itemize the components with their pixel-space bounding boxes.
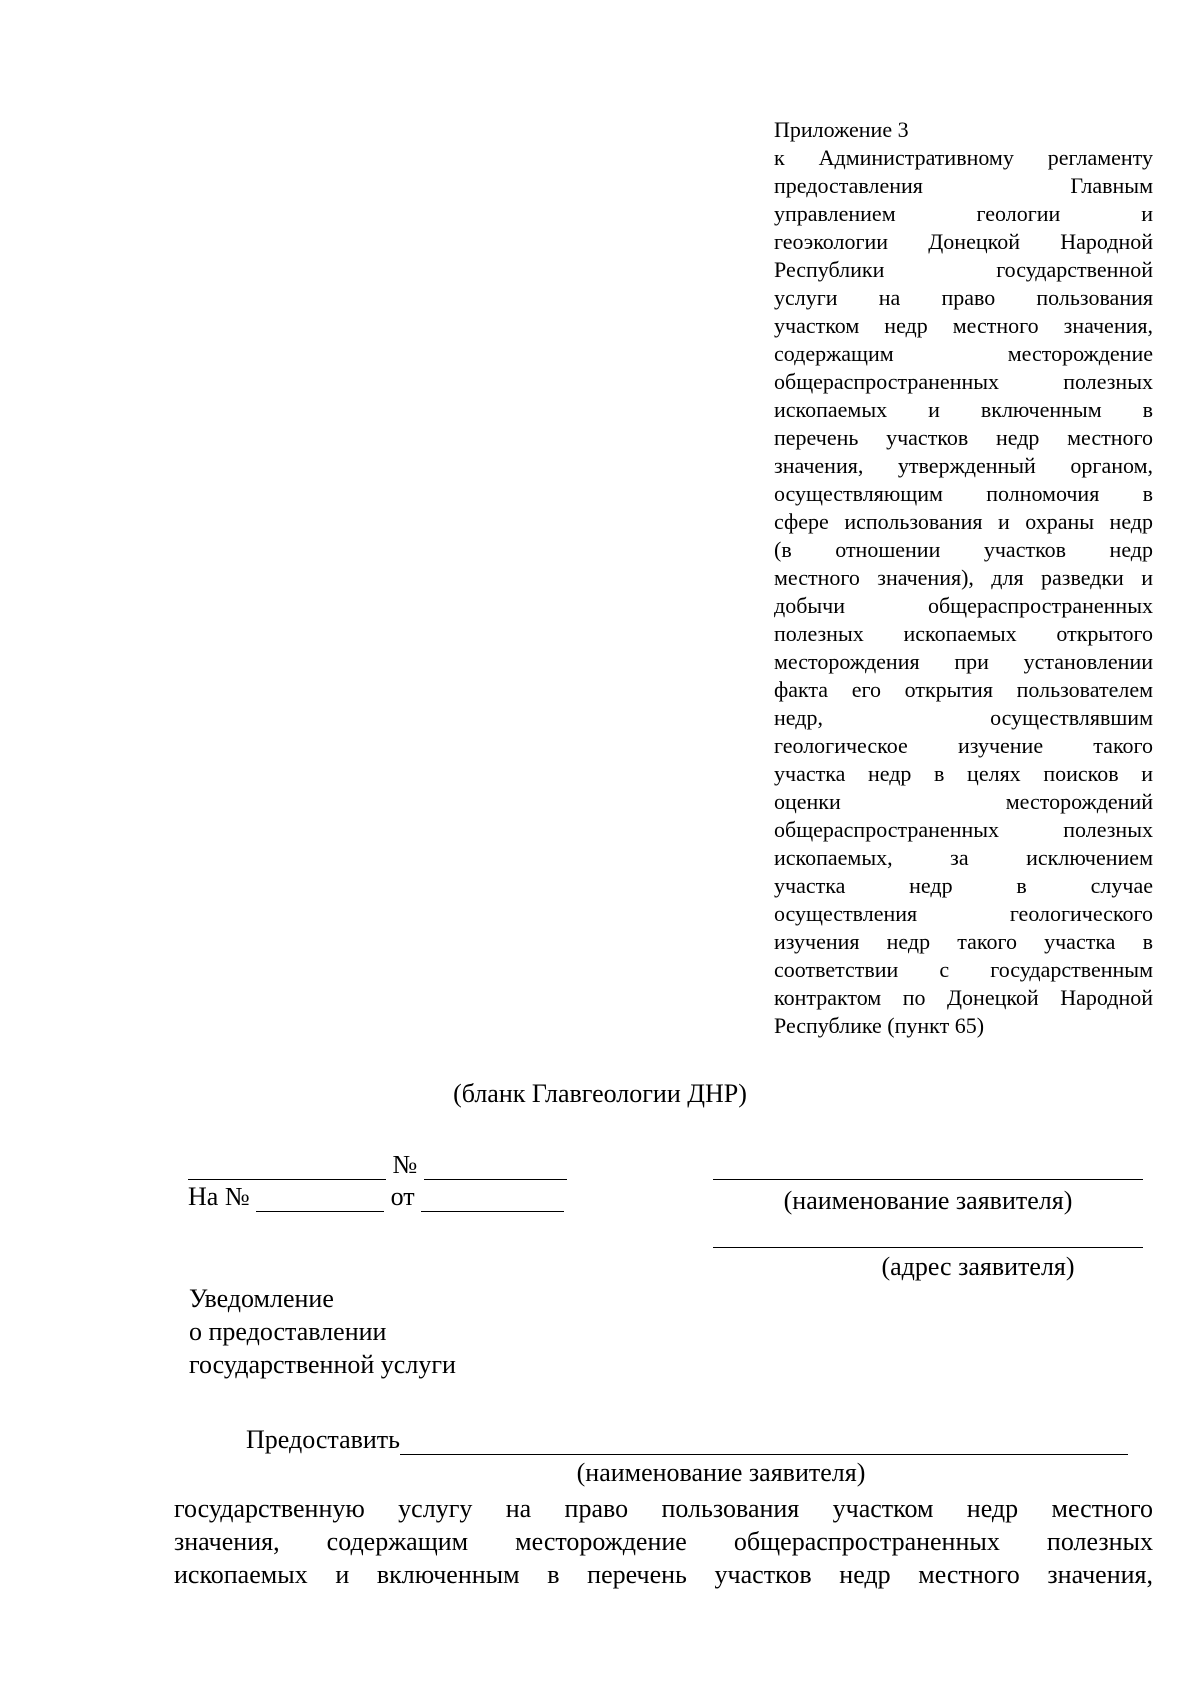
body-line: ископаемых и включенным в перечень участков недр местного значения,: [174, 1560, 1153, 1589]
notice-line-1: Уведомление: [189, 1284, 334, 1313]
appendix-line: Республике (пункт 65): [774, 1013, 985, 1038]
appendix-line: факта его открытия пользователем: [774, 677, 1153, 702]
applicant-name-line: [713, 1153, 1143, 1180]
applicant-address-field: [713, 1218, 1143, 1248]
appendix-line: ископаемых и включенным в: [774, 397, 1153, 422]
applicant-address-caption: (адрес заявителя): [881, 1252, 1075, 1281]
body-paragraph: [174, 1492, 1153, 1591]
appendix-title: Приложение 3: [774, 117, 909, 142]
appendix-line: изучения недр такого участка в: [774, 929, 1153, 954]
appendix-line: геоэкологии Донецкой Народной: [774, 229, 1153, 254]
notice-line-3: государственной услуги: [189, 1350, 456, 1379]
appendix-line: осуществления геологического: [774, 901, 1153, 926]
reference-row: [188, 1182, 564, 1212]
appendix-line: добычи общераспространенных: [774, 593, 1153, 618]
appendix-line: перечень участков недр местного: [774, 425, 1153, 450]
appendix-line: контрактом по Донецкой Народной: [774, 985, 1153, 1010]
number-sign: №: [392, 1150, 418, 1179]
appendix-line: соответствии с государственным: [774, 957, 1153, 982]
applicant-name-caption: (наименование заявителя): [783, 1186, 1073, 1215]
body-line: значения, содержащим месторождение общераспространенных полезных: [174, 1527, 1153, 1556]
appendix-line: к Административному регламенту: [774, 145, 1153, 170]
appendix-line: значения, утвержденный органом,: [774, 453, 1153, 478]
appendix-line: (в отношении участков недр: [774, 537, 1153, 562]
appendix-text: [774, 144, 1153, 1040]
applicant-name-field: [713, 1150, 1143, 1180]
provide-label: Предоставить: [246, 1425, 401, 1454]
reference-number-line: [256, 1185, 384, 1212]
appendix-line: общераспространенных полезных: [774, 817, 1153, 842]
appendix-line: ископаемых, за исключением: [774, 845, 1153, 870]
appendix-line: Республики государственной: [774, 257, 1153, 282]
reference-date-label: от: [390, 1182, 415, 1211]
provide-caption: (наименование заявителя): [576, 1458, 866, 1487]
reg-number-row: [188, 1150, 567, 1180]
appendix-line: услуги на право пользования: [774, 285, 1153, 310]
appendix-line: управлением геологии и: [774, 201, 1153, 226]
applicant-address-line: [713, 1221, 1143, 1248]
appendix-line: недр, осуществлявшим: [774, 705, 1153, 730]
reg-date-line: [188, 1153, 386, 1180]
appendix-line: осуществляющим полномочия в: [774, 481, 1153, 506]
provide-row: [246, 1425, 1128, 1455]
appendix-line: участка недр в целях поисков и: [774, 761, 1153, 786]
appendix-line: участком недр местного значения,: [774, 313, 1153, 338]
appendix-line: общераспространенных полезных: [774, 369, 1153, 394]
notice-title: [189, 1282, 456, 1381]
appendix-line: предоставления Главным: [774, 173, 1153, 198]
appendix-line: местного значения), для разведки и: [774, 565, 1153, 590]
appendix-block: [774, 116, 1153, 1040]
appendix-line: полезных ископаемых открытого: [774, 621, 1153, 646]
letterhead-placeholder: (бланк Главгеологии ДНР): [453, 1079, 747, 1108]
appendix-line: участка недр в случае: [774, 873, 1153, 898]
appendix-line: месторождения при установлении: [774, 649, 1153, 674]
appendix-line: сфере использования и охраны недр: [774, 509, 1153, 534]
notice-line-2: о предоставлении: [189, 1317, 387, 1346]
body-line: государственную услугу на право пользования участком недр местного: [174, 1494, 1153, 1523]
appendix-line: геологическое изучение такого: [774, 733, 1153, 758]
provide-applicant-line: [400, 1428, 1128, 1455]
appendix-line: содержащим месторождение: [774, 341, 1153, 366]
appendix-line: оценки месторождений: [774, 789, 1153, 814]
reg-number-line: [424, 1153, 567, 1180]
reference-date-line: [421, 1185, 564, 1212]
reference-label: На №: [188, 1182, 250, 1211]
